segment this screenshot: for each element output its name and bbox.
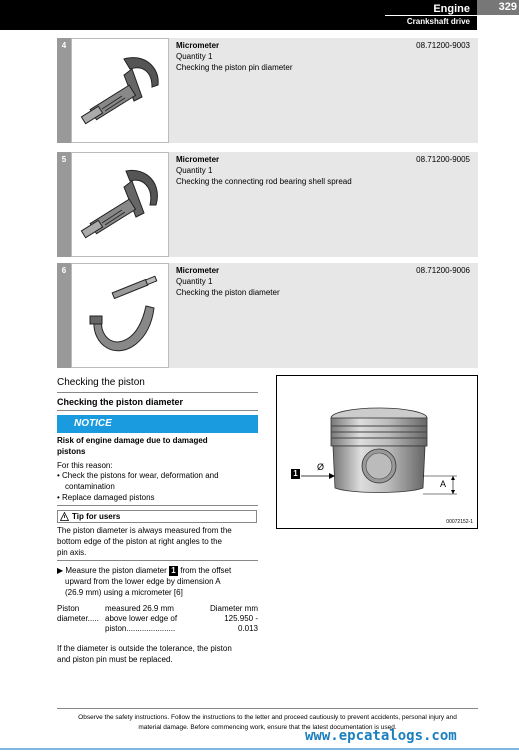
figure-callout: 1 (291, 469, 300, 479)
instruction-text: Measure the piston diameter (65, 566, 169, 575)
header-subtitle: Crankshaft drive (406, 17, 470, 26)
figure-code: 00072152-1 (446, 519, 473, 525)
tool-description: Checking the connecting rod bearing shell spread (176, 177, 352, 186)
tool-row (57, 263, 478, 368)
tool-description: Checking the piston pin diameter (176, 63, 293, 72)
piston-figure (276, 375, 478, 529)
tool-row (57, 152, 478, 257)
notice-bullet (57, 492, 155, 503)
page-header (0, 0, 519, 30)
footer-line: material damage. Before commencing work, ensure that the latest documentation is used. (138, 724, 397, 731)
tip-label: Tip for users (72, 512, 121, 521)
tip-text (57, 525, 260, 558)
bullet-icon: • (57, 493, 63, 502)
instruction-text: (26.9 mm) using a micrometer [6] (65, 588, 183, 597)
header-divider (385, 15, 477, 16)
table-cell: 0.013 (237, 624, 258, 633)
notice-banner (57, 415, 258, 433)
spec-table-col3 (204, 604, 258, 634)
table-cell: diameter..... (57, 614, 99, 623)
footer-line: Observe the safety instructions. Follow the instructions to the letter and proceed cautiously to prevent accidents, personal injury and (78, 714, 457, 721)
tool-name: Micrometer (176, 41, 220, 50)
table-cell: Diameter mm (209, 604, 258, 613)
divider (57, 410, 258, 411)
divider (57, 505, 258, 506)
spec-table-col1 (57, 604, 99, 624)
tool-number: 4 (57, 38, 71, 143)
tool-part-number: 08.71200-9005 (416, 155, 470, 164)
tip-line: The piston diameter is always measured from the (57, 526, 232, 535)
tool-part-number: 08.71200-9006 (416, 266, 470, 275)
table-cell: Piston (57, 604, 80, 613)
tool-quantity: Quantity 1 (176, 166, 213, 175)
tool-number: 5 (57, 152, 71, 257)
table-cell: 125.950 - (224, 614, 258, 623)
instruction-text: from the offset (178, 566, 232, 575)
tool-description: Checking the piston diameter (176, 288, 280, 297)
tool-name: Micrometer (176, 266, 220, 275)
footer-divider (57, 708, 478, 709)
tip-box (57, 510, 257, 523)
tool-quantity: Quantity 1 (176, 277, 213, 286)
bullet-text: Replace damaged pistons (62, 493, 155, 502)
section-title: Checking the piston (57, 377, 145, 388)
bullet-text: contamination (65, 482, 115, 491)
table-cell: measured 26.9 mm (105, 604, 174, 613)
large-micrometer-icon (72, 264, 170, 369)
piston-illustration (277, 376, 477, 528)
closing-line: and piston pin must be replaced. (57, 655, 173, 664)
table-cell: piston...................... (105, 624, 176, 633)
tool-name: Micrometer (176, 155, 220, 164)
micrometer-image (71, 152, 169, 257)
tool-number: 6 (57, 263, 71, 368)
tool-row (57, 38, 478, 143)
notice-heading (57, 435, 260, 457)
bullet-text: Check the pistons for wear, deformation and (62, 471, 219, 480)
notice-heading-line: pistons (57, 447, 86, 456)
micrometer-icon (72, 153, 170, 258)
instruction-text: upward from the lower edge by dimension A (65, 577, 221, 586)
bullet-icon: • (57, 471, 63, 480)
tip-line: bottom edge of the piston at right angles to the (57, 537, 222, 546)
tip-line: pin axis. (57, 548, 87, 557)
notice-heading-line: Risk of engine damage due to damaged (57, 436, 208, 445)
notice-label: NOTICE (74, 418, 112, 429)
callout-ref: 1 (169, 566, 178, 576)
table-cell: above lower edge of (105, 614, 178, 623)
micrometer-image (71, 263, 169, 368)
tool-part-number: 08.71200-9003 (416, 41, 470, 50)
micrometer-icon (72, 39, 170, 144)
divider (57, 392, 258, 393)
tool-quantity: Quantity 1 (176, 52, 213, 61)
notice-intro: For this reason: (57, 461, 113, 470)
watermark: www.epcatalogs.com (305, 728, 457, 744)
warning-triangle-icon (60, 512, 69, 521)
closing-line: If the diameter is outside the tolerance, the piston (57, 644, 232, 653)
dimension-label: A (440, 479, 447, 489)
page-number: 329 (477, 0, 519, 15)
diameter-symbol: Ø (317, 462, 325, 472)
divider (57, 560, 258, 561)
watermark-underline (0, 748, 519, 750)
arrow-icon: ▶ (57, 566, 64, 575)
header-title: Engine (433, 3, 470, 15)
spec-table-col2 (105, 604, 177, 634)
section-subtitle: Checking the piston diameter (57, 397, 184, 407)
instruction-step (57, 565, 260, 598)
micrometer-image (71, 38, 169, 143)
closing-text (57, 643, 260, 665)
notice-bullet (57, 470, 219, 492)
